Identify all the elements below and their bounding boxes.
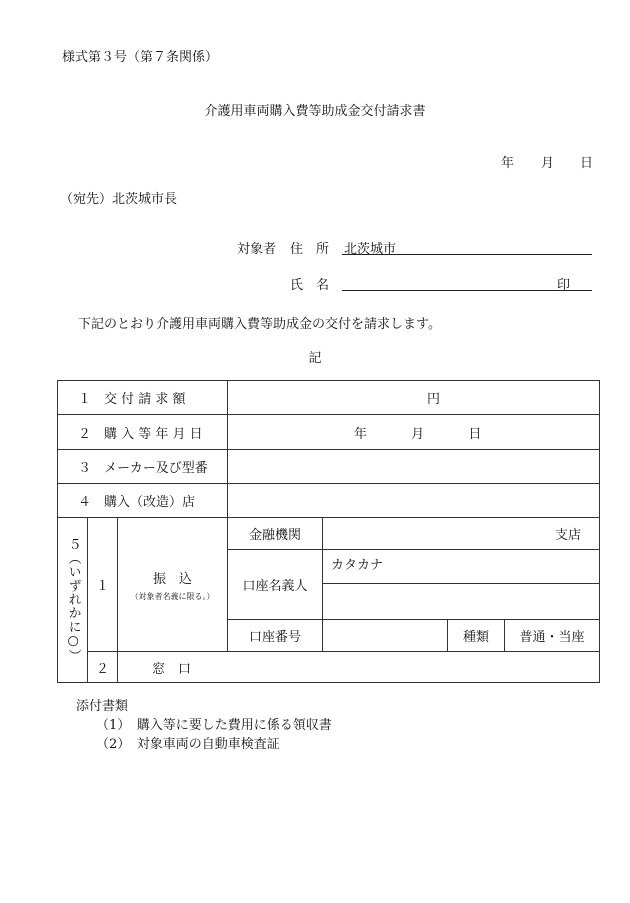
account-no-label: 口座番号	[228, 620, 323, 652]
yen-unit: 円	[427, 392, 441, 407]
maker-model-label: ３ メーカー及び型番	[58, 450, 228, 484]
branch-label: 支店	[555, 528, 582, 543]
addressee: （宛先）北茨城市長	[60, 192, 178, 207]
date-year-label: 年	[501, 156, 515, 171]
account-type-label: 種類	[448, 620, 505, 652]
option-counter	[118, 652, 600, 683]
account-no-field[interactable]	[323, 620, 448, 652]
holder-name-field[interactable]	[323, 584, 600, 620]
attachments-title: 添付書類	[76, 699, 129, 714]
attachment-item-2: （2） 対象車両の自動車検査証	[96, 737, 280, 752]
row-store	[58, 484, 600, 518]
page-title: 介護用車両購入費等助成金交付請求書	[204, 104, 426, 119]
request-amount-field[interactable]	[228, 381, 600, 415]
row-maker-model	[58, 450, 600, 484]
purchase-date-label: ２ 購 入 等 年 月 日	[58, 415, 228, 450]
purchase-year-label: 年	[354, 426, 368, 442]
form-number: 様式第３号（第７条関係）	[62, 50, 219, 65]
option-2-number[interactable]: ２	[88, 652, 118, 683]
option-1-number[interactable]: １	[88, 518, 118, 652]
maker-model-field[interactable]	[228, 450, 600, 484]
row-bank	[58, 518, 600, 550]
request-table	[57, 380, 600, 683]
row-purchase-date	[58, 415, 600, 450]
address-underline	[342, 254, 592, 255]
holder-katakana-field[interactable]	[323, 550, 600, 584]
account-type-field[interactable]: 普通・当座	[505, 620, 600, 652]
store-label: ４ 購入（改造）店	[58, 484, 228, 518]
transfer-note: （対象者名義に限る。）	[130, 591, 215, 601]
option-transfer	[118, 518, 228, 652]
payment-method-label: ５（いずれかに○）	[58, 518, 88, 683]
request-amount-label: １ 交 付 請 求 額	[58, 381, 228, 415]
applicant-label: 対象者	[237, 242, 277, 257]
row-counter	[58, 652, 600, 683]
purchase-day-label: 日	[468, 426, 482, 442]
store-field[interactable]	[228, 484, 600, 518]
ki-label: 記	[308, 351, 322, 366]
address-label: 住 所	[290, 242, 330, 257]
katakana-label: カタカナ	[331, 558, 384, 573]
attachment-item-1: （1） 購入等に要した費用に係る領収書	[96, 718, 332, 733]
name-underline[interactable]	[342, 290, 592, 291]
purchase-month-label: 月	[411, 426, 425, 442]
date-month-label: 月	[541, 156, 555, 171]
row-request-amount	[58, 381, 600, 415]
bank-field[interactable]	[323, 518, 600, 550]
holder-label: 口座名義人	[228, 550, 323, 620]
bank-label: 金融機関	[228, 518, 323, 550]
seal-mark: 印	[557, 278, 571, 293]
body-text: 下記のとおり介護用車両購入費等助成金の交付を請求します。	[78, 317, 441, 332]
address-value[interactable]: 北茨城市	[344, 242, 397, 257]
counter-title: 窓 口	[152, 661, 192, 677]
transfer-title: 振 込	[152, 571, 192, 587]
name-label: 氏 名	[290, 278, 330, 293]
purchase-date-field[interactable]	[228, 415, 600, 450]
date-day-label: 日	[580, 156, 594, 171]
